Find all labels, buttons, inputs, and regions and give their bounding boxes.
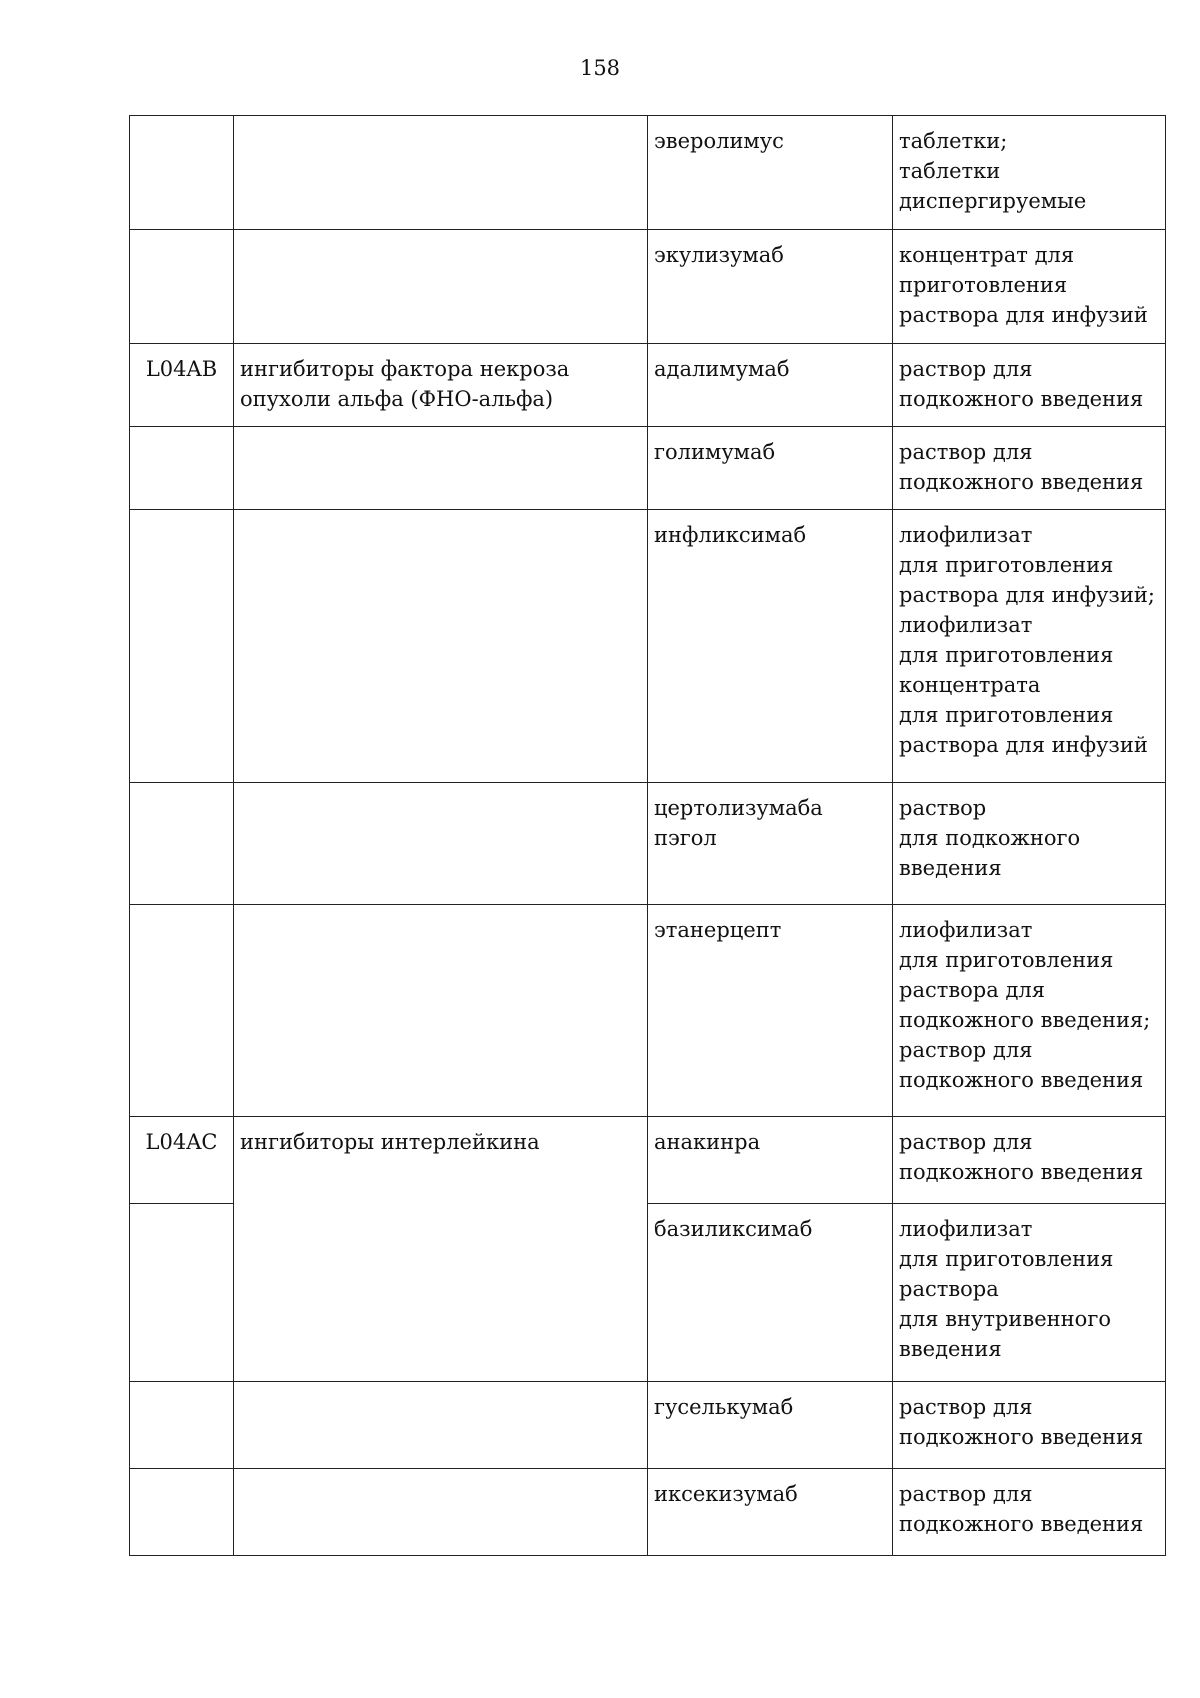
table-row (130, 344, 1166, 427)
table-row (130, 116, 1166, 230)
atc-code (130, 510, 234, 783)
table-row (130, 1469, 1166, 1556)
atc-code (130, 116, 234, 230)
page-number: 158 (579, 56, 621, 80)
dosage-form: раствор для подкожного введения (893, 1469, 1166, 1556)
table-row (130, 510, 1166, 783)
table-row (130, 427, 1166, 510)
drug-name: эверолимус (648, 116, 893, 230)
pharmacological-group (234, 1382, 648, 1469)
atc-code (130, 427, 234, 510)
atc-code (130, 1382, 234, 1469)
table-row (130, 1117, 1166, 1204)
table-row (130, 1382, 1166, 1469)
drug-name: адалимумаб (648, 344, 893, 427)
table-row (130, 905, 1166, 1117)
drug-name: цертолизумаба пэгол (648, 783, 893, 905)
pharmacological-group (234, 783, 648, 905)
dosage-form: лиофилизат для приготовления раствора для инфузий; лиофилизат для приготовления концентрата для приготовления раствора для инфузий (893, 510, 1166, 783)
pharmacological-group (234, 116, 648, 230)
pharmacological-group (234, 905, 648, 1117)
atc-code (130, 783, 234, 905)
atc-code: L04AB (130, 344, 234, 427)
drug-name: анакинра (648, 1117, 893, 1204)
dosage-form: раствор для подкожного введения (893, 1117, 1166, 1204)
pharmacological-group: ингибиторы фактора некроза опухоли альфа (ФНО-альфа) (234, 344, 648, 427)
drug-name: этанерцепт (648, 905, 893, 1117)
dosage-form: раствор для подкожного введения (893, 427, 1166, 510)
drug-name: экулизумаб (648, 230, 893, 344)
atc-code (130, 905, 234, 1117)
drug-name: базиликсимаб (648, 1204, 893, 1382)
drug-list-table (129, 115, 1166, 1556)
atc-code (130, 1469, 234, 1556)
dosage-form: раствор для подкожного введения (893, 344, 1166, 427)
drug-name: голимумаб (648, 427, 893, 510)
pharmacological-group (234, 230, 648, 344)
table-row (130, 783, 1166, 905)
dosage-form: лиофилизат для приготовления раствора для подкожного введения; раствор для подкожного введения (893, 905, 1166, 1117)
pharmacological-group (234, 510, 648, 783)
drug-name: иксекизумаб (648, 1469, 893, 1556)
dosage-form: концентрат для приготовления раствора для инфузий (893, 230, 1166, 344)
table-row (130, 230, 1166, 344)
dosage-form: раствор для подкожного введения (893, 1382, 1166, 1469)
drug-name: гуселькумаб (648, 1382, 893, 1469)
pharmacological-group: ингибиторы интерлейкина (234, 1117, 648, 1382)
dosage-form: раствор для подкожного введения (893, 783, 1166, 905)
dosage-form: таблетки; таблетки диспергируемые (893, 116, 1166, 230)
pharmacological-group (234, 427, 648, 510)
dosage-form: лиофилизат для приготовления раствора для внутривенного введения (893, 1204, 1166, 1382)
pharmacological-group (234, 1469, 648, 1556)
atc-code (130, 230, 234, 344)
atc-code (130, 1204, 234, 1382)
drug-name: инфликсимаб (648, 510, 893, 783)
atc-code: L04AC (130, 1117, 234, 1204)
